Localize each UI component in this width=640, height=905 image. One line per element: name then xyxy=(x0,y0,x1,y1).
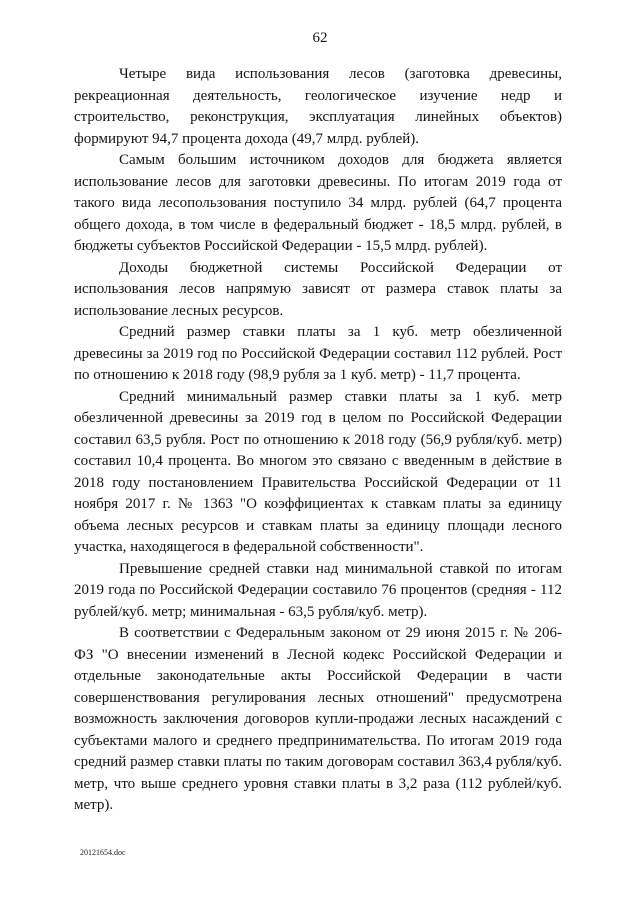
paragraph-budget-dependency: Доходы бюджетной системы Российской Федерации от использования лесов напрямую зависят от размера ставок платы за использование лесных ресурсов. xyxy=(74,259,562,319)
page-number: 62 xyxy=(312,30,328,46)
footer-filename: 20121654.doc xyxy=(80,848,126,857)
paragraph-minimum-rate: Средний минимальный размер ставки платы за 1 куб. метр обезличенной древесины за 2019 год в целом по Российской Федерации составил 63,5 рубля. Рост по отношению к 2018 году (56,9 рубля/куб. метр) составил 10,4 процента. Во многом это связано с введенным в действие в 2018 году постановлением Правительства Российской Федерации от 11 ноября 2017 г. № 1363 "О коэффициентах к ставкам платы за единицу объема лесных ресурсов и ставкам платы за единицу площади лесного участка, находящегося в федеральной собственности". xyxy=(74,388,562,555)
paragraph-timber-harvesting-income: Самым большим источником доходов для бюджета является использование лесов для заготовки древесины. По итогам 2019 года от такого вида лесопользования поступило 34 млрд. рублей (64,7 процента общего дохода, в том числе в федеральный бюджет - 18,5 млрд. рублей, в бюджеты субъектов Российской Федерации - 15,5 млрд. рублей). xyxy=(74,152,562,254)
paragraph-rate-excess: Превышение средней ставки над минимальной ставкой по итогам 2019 года по Российской Федерации составило 76 процентов (средняя - 112 рублей/куб. метр; минимальная - 63,5 рубля/куб. метр). xyxy=(74,560,562,620)
paragraph-average-rate: Средний размер ставки платы за 1 куб. метр обезличенной древесины за 2019 год по Российской Федерации составил 112 рублей. Рост по отношению к 2018 году (98,9 рубля за 1 куб. метр) - 11,7 процента. xyxy=(74,324,562,383)
document-body xyxy=(74,64,562,817)
paragraph-forest-use-types: Четыре вида использования лесов (заготовка древесины, рекреационная деятельность, геологическое изучение недр и строительство, реконструкция, эксплуатация линейных объектов) формируют 94,7 процента дохода (49,7 млрд. рублей). xyxy=(74,66,562,147)
paragraph-federal-law: В соответствии с Федеральным законом от 29 июня 2015 г. № 206-ФЗ "О внесении изменений в Лесной кодекс Российской Федерации и отдельные законодательные акты Российской Федерации в части совершенствования регулирования лесных отношений" предусмотрена возможность заключения договоров купли-продажи лесных насаждений с субъектами малого и среднего предпринимательства. По итогам 2019 года средний размер ставки платы по таким договорам составил 363,4 рубля/куб. метр, что выше среднего уровня ставки платы в 3,2 раза (112 рублей/куб. метр). xyxy=(74,625,562,813)
